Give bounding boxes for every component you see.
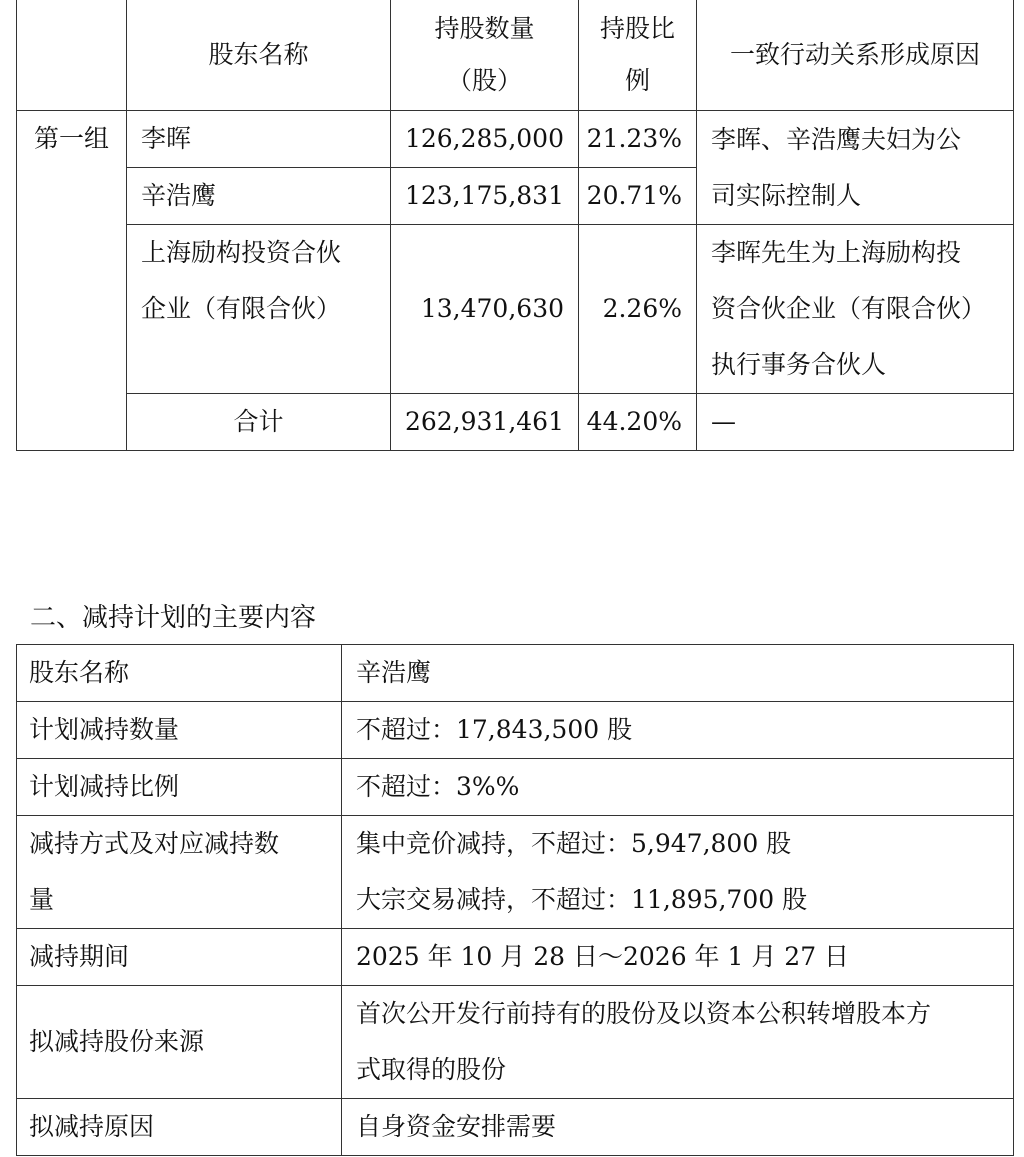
row-value: 2025 年 10 月 28 日～2026 年 1 月 27 日 xyxy=(342,929,1014,986)
header-shares-line1: 持股数量 xyxy=(434,13,535,43)
row-value xyxy=(342,816,1014,929)
table-row xyxy=(17,986,1014,1099)
table-row xyxy=(17,759,1014,816)
section-title: 二、减持计划的主要内容 xyxy=(30,603,317,633)
row-label: 计划减持数量 xyxy=(17,702,342,759)
total-label: 合计 xyxy=(127,394,391,451)
row-label-line2: 量 xyxy=(29,885,55,914)
table-row xyxy=(17,225,1014,394)
row-label: 股东名称 xyxy=(17,645,342,702)
header-ratio-line1: 持股比 xyxy=(599,13,675,43)
header-shares xyxy=(391,0,579,111)
shares-value: 13,470,630 xyxy=(391,225,579,394)
group-label: 第一组 xyxy=(17,111,127,451)
row-value-line1: 首次公开发行前持有的股份及以资本公积转增股本方 xyxy=(356,999,932,1028)
table-header-row xyxy=(17,0,1014,111)
table-row xyxy=(17,816,1014,929)
ratio-value: 21.23% xyxy=(579,111,697,168)
total-shares: 262,931,461 xyxy=(391,394,579,451)
shares-value: 123,175,831 xyxy=(391,168,579,225)
header-empty-cell xyxy=(17,0,127,111)
row-label: 计划减持比例 xyxy=(17,759,342,816)
table-row xyxy=(17,645,1014,702)
row-label: 拟减持原因 xyxy=(17,1099,342,1156)
total-ratio: 44.20% xyxy=(579,394,697,451)
concert-reason-2-line2: 资合伙企业（有限合伙） xyxy=(711,294,987,323)
shareholder-name xyxy=(127,225,391,394)
row-value xyxy=(342,986,1014,1099)
total-row xyxy=(17,394,1014,451)
row-label xyxy=(17,816,342,929)
total-reason: — xyxy=(697,394,1014,451)
row-value-line1: 集中竞价减持，不超过：5,947,800 股 xyxy=(356,829,792,858)
row-value-line2: 大宗交易减持，不超过：11,895,700 股 xyxy=(356,885,808,914)
concert-reason-1-line2: 司实际控制人 xyxy=(711,180,862,210)
concert-reason-2 xyxy=(697,225,1014,394)
table-row xyxy=(17,702,1014,759)
row-value: 不超过：3%% xyxy=(342,759,1014,816)
header-ratio xyxy=(579,0,697,111)
ratio-value: 2.26% xyxy=(579,225,697,394)
shareholder-name: 辛浩鹰 xyxy=(127,168,391,225)
concert-reason-2-line3: 执行事务合伙人 xyxy=(711,350,887,379)
row-label-line1: 减持方式及对应减持数 xyxy=(29,829,280,858)
shareholder-name-line2: 企业（有限合伙） xyxy=(141,294,342,323)
header-shares-line2: （股） xyxy=(446,65,522,95)
concert-reason-1 xyxy=(697,111,1014,225)
row-value: 不超过：17,843,500 股 xyxy=(342,702,1014,759)
header-ratio-line2: 例 xyxy=(624,65,650,95)
table-row xyxy=(17,1099,1014,1156)
row-value: 辛浩鹰 xyxy=(342,645,1014,702)
concert-reason-2-line1: 李晖先生为上海励构投 xyxy=(711,238,962,267)
table-row xyxy=(17,929,1014,986)
row-label: 拟减持股份来源 xyxy=(17,986,342,1099)
header-shareholder-name: 股东名称 xyxy=(127,0,391,111)
shareholder-name-line1: 上海励构投资合伙 xyxy=(141,238,342,267)
row-label: 减持期间 xyxy=(17,929,342,986)
ratio-value: 20.71% xyxy=(579,168,697,225)
shareholder-name: 李晖 xyxy=(127,111,391,168)
shares-value: 126,285,000 xyxy=(391,111,579,168)
header-concert-reason: 一致行动关系形成原因 xyxy=(697,0,1014,111)
reduction-plan-table xyxy=(16,644,1014,1156)
table-row xyxy=(17,111,1014,168)
concert-reason-1-line1: 李晖、辛浩鹰夫妇为公 xyxy=(711,124,962,154)
row-value: 自身资金安排需要 xyxy=(342,1099,1014,1156)
row-value-line2: 式取得的股份 xyxy=(356,1055,507,1084)
shareholder-concert-table xyxy=(16,0,1014,451)
